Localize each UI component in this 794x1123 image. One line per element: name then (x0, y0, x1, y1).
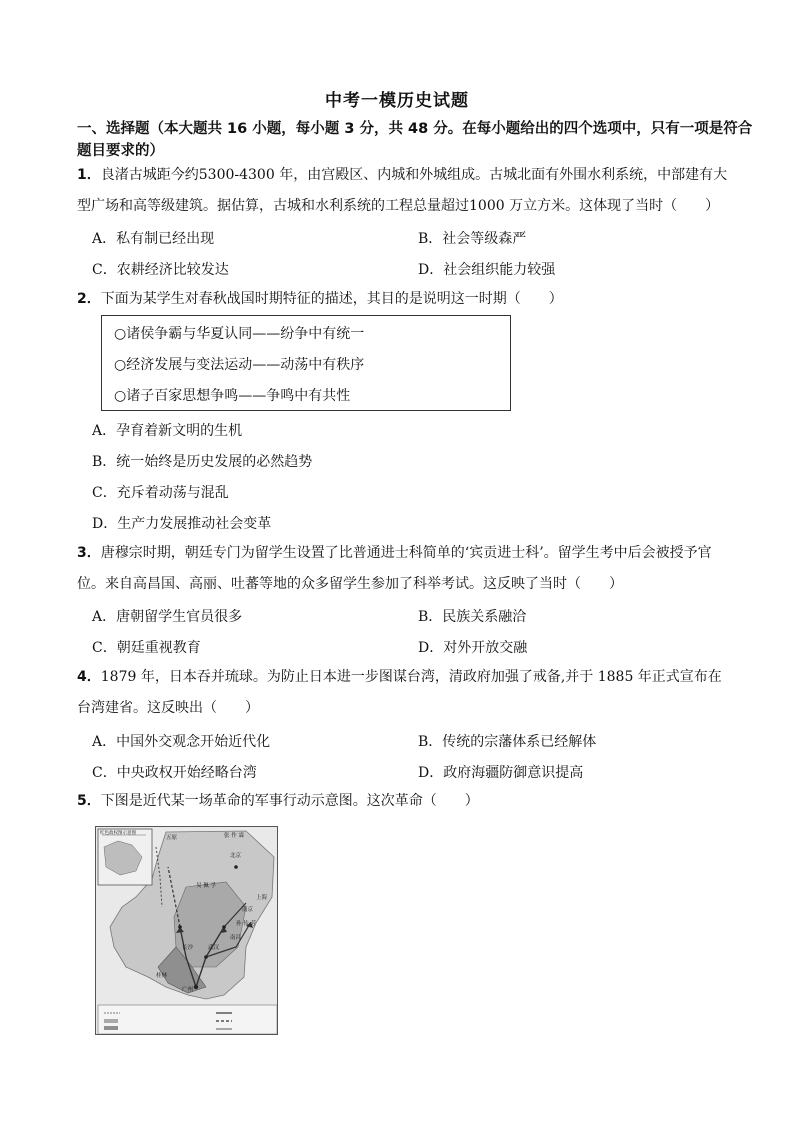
box-line-1: ○诸侯争霸与华夏认同——纷争中有统一 (114, 326, 365, 342)
page-title: 中考一模历史试题 (325, 91, 469, 111)
box-line-2: ○经济发展与变法运动——动荡中有秩序 (114, 357, 365, 373)
section-heading: 一、选择题（本大题共 16 小题，每小题 3 分，共 48 分。在每小题给出的四个选项中，只有一项是符合题目要求的） (77, 121, 753, 159)
option-c[interactable]: C．农耕经济比较发达 (92, 262, 229, 278)
question-number: 3． (77, 545, 101, 561)
question-1-line-1: 1．良渚古城距今约5300-4300 年，由宫殿区、内城和外城组成。古城北面有外围水利系统，中部建有大 (77, 167, 728, 183)
map-label: 孙 传 芳 (236, 921, 256, 927)
question-5 (77, 786, 757, 817)
option-a[interactable]: A．孕育着新文明的生机 (92, 423, 243, 439)
map-label: 桂林 (156, 973, 168, 979)
quote-box (101, 315, 511, 411)
map-label: 南昌 (230, 935, 242, 941)
map-label: 五原 (166, 835, 178, 841)
map-label: 广州 (182, 987, 194, 993)
question-2 (77, 284, 757, 315)
question-1-line-2: 型广场和高等级建筑。据估算，古城和水利系统的工程总量超过1000 万立方米。这体现了当时（ ） (77, 198, 720, 214)
option-d[interactable]: D．对外开放交融 (418, 640, 528, 656)
question-4 (77, 662, 757, 724)
question-3-line-2: 位。来自高昌国、高丽、吐蕃等地的众多留学生参加了科举考试。这反映了当时（ ） (77, 576, 623, 592)
map-label: 上海 (256, 895, 268, 901)
question-number: 4． (77, 669, 101, 685)
map-label: 北京 (230, 853, 242, 859)
question-5-line-1: 5．下图是近代某一场革命的军事行动示意图。这次革命（ ） (77, 793, 479, 809)
option-c[interactable]: C．朝廷重视教育 (92, 640, 201, 656)
question-number: 2． (77, 291, 101, 307)
option-a[interactable]: A．唐朝留学生官员很多 (92, 609, 243, 625)
question-4-line-1: 4．1879 年，日本吞并琉球。为防止日本进一步图谋台湾，清政府加强了戒备,并于 1885 年正式宣布在 (77, 669, 722, 685)
option-a[interactable]: A．私有制已经出现 (92, 231, 215, 247)
option-d[interactable]: D．社会组织能力较强 (418, 262, 556, 278)
option-b[interactable]: B．统一始终是历史发展的必然趋势 (92, 454, 313, 470)
option-b[interactable]: B．社会等级森严 (418, 231, 527, 247)
question-3-line-1: 3．唐穆宗时期，朝廷专门为留学生设置了比普通进士科简单的‘宾贡进士科’。留学生考中后会被授予官 (77, 545, 712, 561)
option-d[interactable]: D．生产力发展推动社会变革 (92, 516, 272, 532)
question-1 (77, 160, 757, 222)
question-3 (77, 538, 757, 600)
question-number: 1． (77, 167, 101, 183)
option-a[interactable]: A．中国外交观念开始近代化 (92, 734, 271, 750)
box-line-3: ○诸子百家思想争鸣——争鸣中有共性 (114, 388, 351, 404)
option-d[interactable]: D．政府海疆防御意识提高 (418, 765, 584, 781)
map-inset-title: 红色政权图示意图 (100, 831, 136, 836)
question-2-line-1: 2．下面为某学生对春秋战国时期特征的描述，其目的是说明这一时期（ ） (77, 291, 563, 307)
option-c[interactable]: C．充斥着动荡与混乱 (92, 485, 229, 501)
map-label: 长沙 (182, 945, 194, 951)
map-image (96, 827, 278, 1035)
map-label: 张 作 霖 (224, 833, 244, 839)
option-b[interactable]: B．民族关系融洽 (418, 609, 527, 625)
option-b[interactable]: B．传统的宗藩体系已经解体 (418, 734, 597, 750)
revolution-map-figure (95, 826, 278, 1035)
map-label: 吴 佩 孚 (196, 883, 216, 889)
map-label: 武汉 (208, 945, 220, 951)
question-4-line-2: 台湾建省。这反映出（ ） (77, 700, 259, 716)
map-label: 南京 (242, 907, 254, 913)
option-c[interactable]: C．中央政权开始经略台湾 (92, 765, 257, 781)
question-number: 5． (77, 793, 101, 809)
